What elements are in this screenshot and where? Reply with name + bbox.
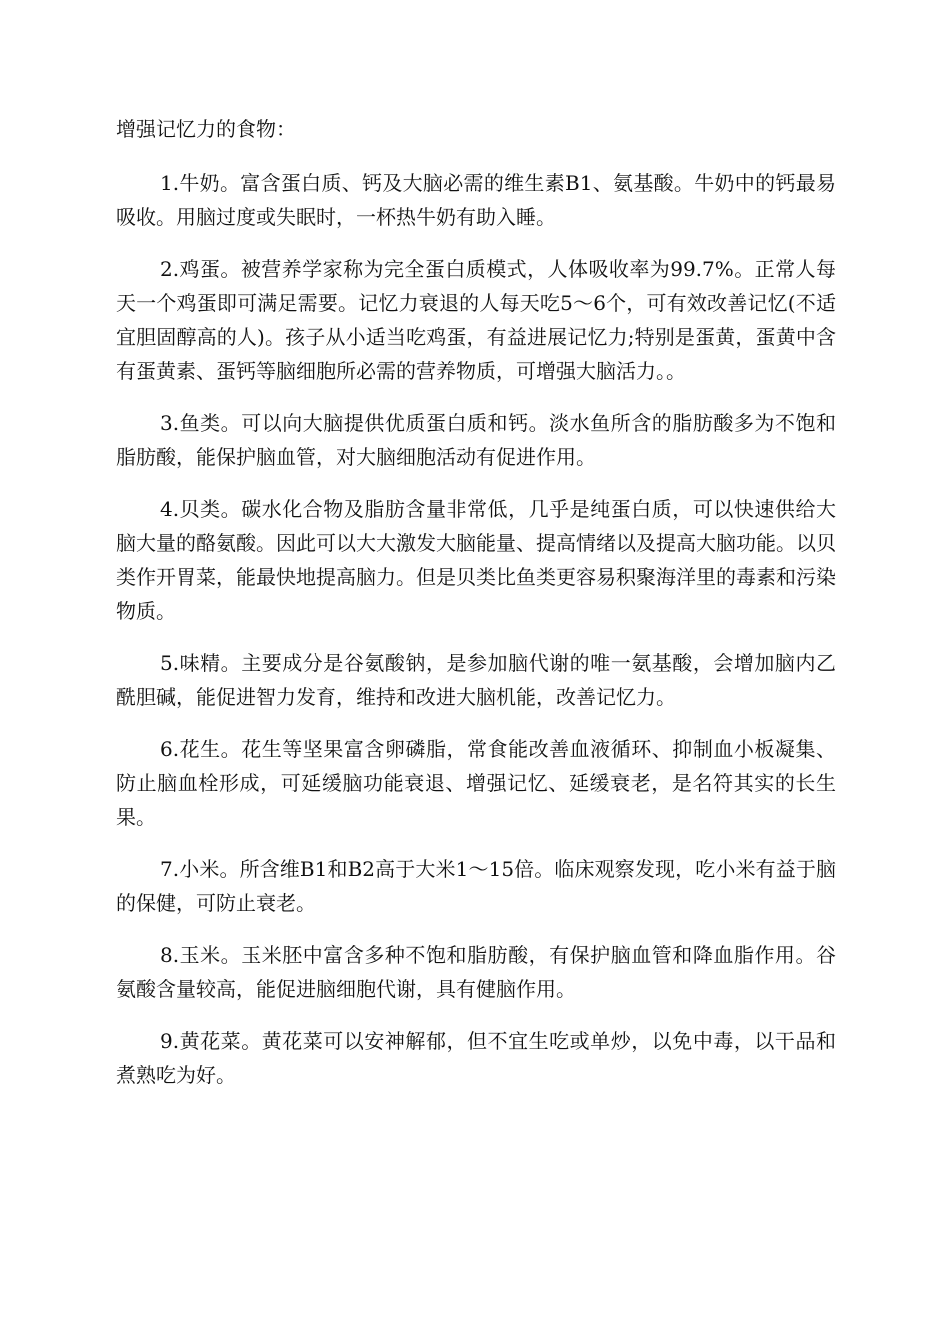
food-item-fish: 3.鱼类。可以向大脑提供优质蛋白质和钙。淡水鱼所含的脂肪酸多为不饱和脂肪酸，能保护脑血管，对大脑细胞活动有促进作用。 — [116, 411, 836, 469]
food-item-peanut: 6.花生。花生等坚果富含卵磷脂，常食能改善血液循环、抑制血小板凝集、防止脑血栓形成，可延缓脑功能衰退、增强记忆、延缓衰老，是名符其实的长生果。 — [116, 737, 836, 829]
food-item-millet: 7.小米。所含维B1和B2高于大米1～15倍。临床观察发现，吃小米有益于脑的保健，可防止衰老。 — [116, 857, 836, 915]
food-item-egg: 2.鸡蛋。被营养学家称为完全蛋白质模式，人体吸收率为99.7%。正常人每天一个鸡蛋即可满足需要。记忆力衰退的人每天吃5～6个，可有效改善记忆(不适宜胆固醇高的人)。孩子从小适当吃鸡蛋，有益进展记忆力;特别是蛋黄，蛋黄中含有蛋黄素、蛋钙等脑细胞所必需的营养物质，可增强大脑活力。。 — [116, 257, 836, 383]
document-heading: 增强记忆力的食物： — [116, 117, 296, 141]
food-item-corn: 8.玉米。玉米胚中富含多种不饱和脂肪酸，有保护脑血管和降血脂作用。谷氨酸含量较高，能促进脑细胞代谢，具有健脑作用。 — [116, 943, 836, 1001]
food-item-milk: 1.牛奶。富含蛋白质、钙及大脑必需的维生素B1、氨基酸。牛奶中的钙最易吸收。用脑过度或失眠时，一杯热牛奶有助入睡。 — [116, 171, 836, 229]
food-list — [116, 166, 836, 1110]
food-item-daylily: 9.黄花菜。黄花菜可以安神解郁，但不宜生吃或单炒，以免中毒，以干品和煮熟吃为好。 — [116, 1029, 836, 1087]
food-item-msg: 5.味精。主要成分是谷氨酸钠，是参加脑代谢的唯一氨基酸，会增加脑内乙酰胆碱，能促进智力发育，维持和改进大脑机能，改善记忆力。 — [116, 651, 836, 709]
food-item-shellfish: 4.贝类。碳水化合物及脂肪含量非常低，几乎是纯蛋白质，可以快速供给大脑大量的酪氨酸。因此可以大大激发大脑能量、提高情绪以及提高大脑功能。以贝类作开胃菜，能最快地提高脑力。但是贝类比鱼类更容易积聚海洋里的毒素和污染物质。 — [116, 497, 836, 623]
